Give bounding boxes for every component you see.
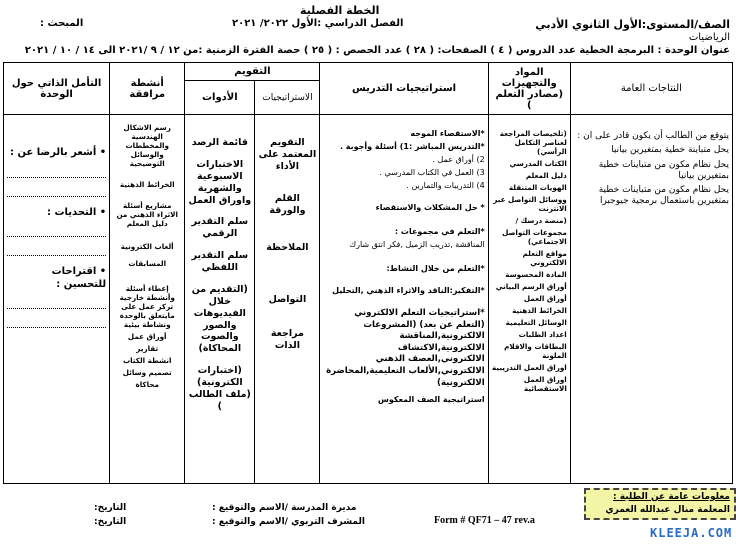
- date-1: التاريخ:: [94, 503, 127, 513]
- strategy-item: * حل المشكلات والاستقصاء: [375, 203, 485, 212]
- material-item: الخرائط الذهنية: [512, 306, 567, 315]
- activity-item: الخرائط الذهنية: [119, 180, 175, 189]
- strategy-item: 3) العمل في الكتاب المدرسي .: [379, 168, 485, 177]
- reflection-item: • التحديات :: [47, 206, 107, 218]
- header-strategies: استراتيجيات التدريس: [320, 63, 488, 115]
- principal-signature: مديرة المدرسة /الاسم والتوقيع :: [212, 503, 357, 513]
- plan-table: [3, 62, 733, 484]
- assess-strategy-item: مراجعة الذات: [270, 328, 304, 351]
- activities-cell: [110, 115, 185, 484]
- assess-tool-item: (التقديم من خلال الفيديوهات والصور والصوت المحاكاة): [191, 283, 248, 355]
- assess-strategy-item: التواصل: [268, 294, 307, 306]
- header-reflection: التأمل الذاتي حول الوحدة: [4, 63, 110, 115]
- material-item: أوراق الرسم البياني: [495, 282, 567, 291]
- material-item: (منصة درسك /: [515, 216, 567, 225]
- material-item: البطاقات والاقلام الملونة: [504, 342, 567, 360]
- watermark-logo: KLEEJA.COM: [650, 526, 733, 540]
- material-item: دليل المعلم: [525, 171, 567, 180]
- assess-tool-item: (اختبارات الكترونية) (ملف الطالب ): [188, 365, 251, 412]
- material-item: اعداد الطلبات: [518, 330, 567, 339]
- form-number: Form # QF71 – 47 rev.a: [434, 515, 535, 526]
- subject-label: المبحث :: [40, 18, 84, 29]
- material-item: مواقع التعلم الالكتروني: [522, 249, 567, 267]
- material-item: مجموعات التواصل الاجتماعي): [502, 228, 567, 246]
- reflection-item: • اقتراحات للتحسين :: [51, 266, 107, 290]
- materials-cell: [488, 115, 570, 484]
- date-2: التاريخ:: [94, 517, 127, 527]
- page-title: الخطة الفصلية: [300, 4, 380, 17]
- strategies-cell: [320, 115, 488, 484]
- material-item: أوراق العمل: [523, 294, 567, 303]
- strategy-item: استراتيجية الصف المعكوس: [377, 395, 485, 405]
- activity-item: المسابقات: [128, 259, 167, 268]
- teacher-name: المعلمة منال عبدالله العمري: [605, 505, 730, 515]
- outcome-item: يتوقع من الطالب أن يكون قادر على ان :: [577, 131, 729, 141]
- material-item: الوسائل التعليمية: [505, 318, 567, 327]
- subject-value: الرياضيات: [688, 32, 730, 43]
- activity-item: أوراق عمل: [127, 332, 167, 341]
- strategy-item: *التدريس المباشر :1) أسئلة وأجوبة .: [339, 142, 485, 151]
- strategy-item: *التعلم من خلال النشاط:: [386, 264, 485, 273]
- assess-strategy-item: القلم والورقة: [269, 192, 306, 216]
- material-item: المادة المحسوسة: [505, 270, 567, 279]
- assess-strategy-item: الملاحظة: [266, 242, 309, 254]
- activity-item: محاكاة: [135, 380, 159, 389]
- unit-line: عنوان الوحدة : البرمجة الخطية عدد الدروس ( ٤ ) الصفحات: ( ٢٨ ) عدد الحصص : ( ٢٥ ) حصة الفترة الزمنية :من ١٢ / ٩ /٢٠٢١ الى ١٤ / ١٠ / ٢٠٢١: [24, 45, 730, 56]
- supervisor-signature: المشرف التربوي /الاسم والتوقيع :: [212, 517, 365, 527]
- activity-item: رسم الاشكال الهندسية والمخططات والوسائل التوضيحية: [123, 123, 171, 168]
- material-item: الكتاب المدرسي: [509, 159, 567, 168]
- activity-item: تقارير: [136, 344, 159, 353]
- students-info-box: [584, 488, 736, 520]
- assess-tool-item: قائمة الرصد: [191, 137, 248, 148]
- header-assess-tools: الأدوات: [185, 81, 255, 115]
- reflection-item: • أشعر بالرضا عن :: [9, 147, 107, 158]
- assess-tool-item: الاختبارات الاسبوعية والشهرية واوراق العمل: [188, 158, 252, 206]
- assess-tool-item: سلم التقدير الرقمي: [191, 216, 249, 240]
- activity-item: مشاريع أسئلة الاثراء الذهني من دليل المعلم: [116, 201, 178, 228]
- strategy-item: المناقشة ,تدريب الزميل ,فكر انتق شارك: [349, 240, 485, 249]
- activity-item: انشطة الكتاب: [122, 356, 172, 365]
- info-title: معلومات عامة عن الطلبة :: [613, 492, 730, 502]
- activity-item: إعطاء أسئلة وأنشطة خارجية تركز عمل على مايتعلق بالوحدة ونشاطة بيئية: [119, 284, 175, 329]
- strategy-item: *التعلم في مجموعات :: [394, 227, 485, 236]
- header-activities: أنشطة مرافقة: [110, 63, 185, 115]
- header-outcomes: النتاجات العامة: [570, 63, 732, 115]
- outcome-item: يحل نظام مكون من متباينات خطية بمتغيرين باستعمال برمجية جيوجبرا: [598, 185, 729, 207]
- strategy-item: 2) أوراق عمل .: [432, 155, 485, 164]
- outcome-item: يحل متباينة خطية بمتغيرين بيانيا: [611, 145, 729, 156]
- material-item: اوراق العمل التدريبية: [492, 363, 567, 372]
- reflection-cell: [4, 115, 110, 484]
- strategy-item: *الاستقصاء الموجه: [410, 129, 485, 138]
- assess-tools-cell: [185, 115, 255, 484]
- activity-item: ألعاب الكترونية: [120, 242, 174, 251]
- material-item: (تلخيصات المراجعة لعناصر التكامل الرأسي): [499, 129, 567, 156]
- grade-label: الصف/المستوى:الأول الثانوي الأدبي: [535, 18, 730, 31]
- activity-item: تصميم وسائل: [122, 368, 172, 377]
- material-item: ووسائل التواصل عبر الانترنت: [493, 195, 567, 213]
- strategy-item: 4) التدريبات والتمارين .: [406, 181, 485, 190]
- material-item: اوراق العمل الاستقصائية: [523, 375, 567, 393]
- semester-label: الفصل الدراسي :الأول ٢٠٢٢/ ٢٠٢١: [232, 18, 404, 29]
- outcome-item: يحل نظام مكون من متباينات خطية بمتغيرين بيانيا: [598, 159, 729, 181]
- header-materials: المواد والتجهيزات (مصادر التعلم ): [488, 63, 570, 115]
- strategy-item: *استراتيجيات التعلم الالكتروني (التعلم عن بعد) (المشروعات الالكترونية,المناقشة الالكترونية,الاكتشاف الالكتروني,العصف الذهني الالكتروني,الألعاب التعليمية,المحاضرة الالكترونية): [326, 308, 485, 388]
- material-item: الهويات المتنقلة: [508, 183, 567, 192]
- header-assess-strategies: الاستراتيجيات: [255, 81, 320, 115]
- strategy-item: *التفكير:الناقد والاثراء الذهني ,التحليل: [332, 286, 485, 295]
- header-assessment: التقويم: [185, 63, 320, 81]
- assess-tool-item: سلم التقدير اللفظي: [191, 250, 249, 273]
- assess-strategies-cell: [255, 115, 320, 484]
- assess-strategy-item: التقويم المعتمد على الأداء: [258, 137, 317, 172]
- outcomes-cell: [570, 115, 732, 484]
